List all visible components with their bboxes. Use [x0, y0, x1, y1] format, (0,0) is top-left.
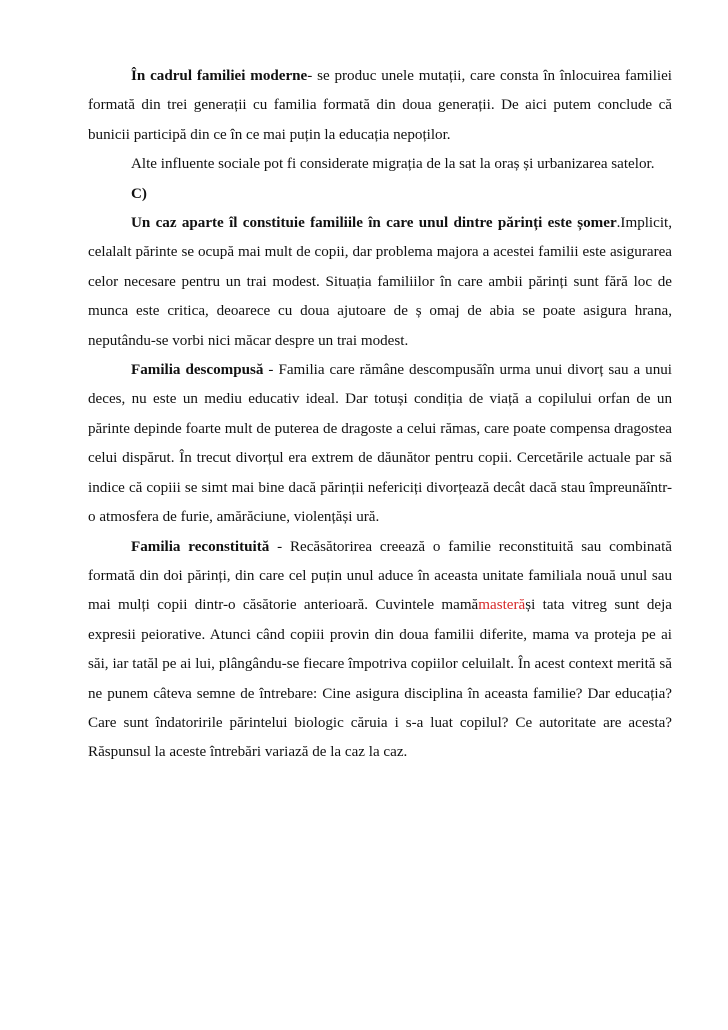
paragraph-text: - se produc unele mutații, care consta în înlocuirea familiei formată din trei generații cu familia formată din doua generații. De aici putem conclude că bunicii participă din ce în ce mai puțin la educația nepoților.: [88, 68, 672, 143]
paragraph-lead: Un caz aparte îl constituie familiile în care unul dintre părinți este șomer: [131, 215, 617, 232]
paragraph-lead: Familia reconstituită: [131, 538, 270, 555]
paragraph-text: Alte influente sociale pot fi considerate migrația de la sat la oraș și urbanizarea satelor.: [131, 156, 655, 173]
paragraph-text: .Implicit, celalalt părinte se ocupă mai mult de copii, dar problema majora a acestei familii este asigurarea celor necesare pentru un trai modest. Situația familiilor în care ambii părinți sunt fără loc de munca este critica, deoarece cu doua ajutoare de ș omaj de abia se poate asigura hrana, neputându-se vorbi nici măcar despre un trai modest.: [88, 215, 672, 349]
section-label: C): [131, 185, 147, 202]
paragraph-text: - Familia care rămâne descompusăîn urma unui divorț sau a unui deces, nu este un mediu educativ ideal. Dar totuși condiția de viață a copilului orfan de un părinte depinde foarte mult de puterea de dragoste a celui rămas, care poate compensa dragostea celui dispărut. În trecut divorțul era extrem de dăunător pentru copii. Cercetările actuale par să indice că copiii se simt mai bine dacă părinții nefericiți divorțează decât dacă stau împreunăîntr-o atmosfera de furie, amărăciune, violențăși ură.: [88, 362, 672, 526]
paragraph-modern-family: [88, 62, 672, 150]
paragraph-unemployed-parent: [88, 209, 672, 356]
paragraph-lead: În cadrul familiei moderne: [131, 68, 308, 84]
paragraph-text: - Recăsătorirea creează o familie reconstituită sau combinată formată din doi părinți, din care cel puțin unul aduce în aceasta unitate familiala nouă unul sau mai mulți copii dintr-o căsătorie anterioară. Cuvintele mamă: [88, 538, 672, 614]
document-page: [88, 62, 672, 768]
paragraph-text: și tata vitreg sunt deja expresii peiorative. Atunci când copiii provin din doua familii diferite, mama va proteja pe ai săi, iar tatăl pe ai lui, plângându-se fiecare împotriva copiilor celuilalt. În acest context merită să ne punem câteva semne de întrebare: Cine asigura disciplina în aceasta familie? Dar educația? Care sunt îndatoririle părintelui biologic căruia i s-a luat copilul? Ce autoritate are acesta? Răspunsul la aceste întrebări variază de la caz la caz.: [88, 597, 672, 761]
paragraph-broken-family: [88, 356, 672, 532]
section-heading-c: [88, 180, 672, 209]
paragraph-reconstituted-family: [88, 533, 672, 768]
highlighted-word: masteră: [478, 597, 526, 614]
paragraph-social-influences: [88, 150, 672, 179]
paragraph-lead: Familia descompusă: [131, 362, 264, 379]
